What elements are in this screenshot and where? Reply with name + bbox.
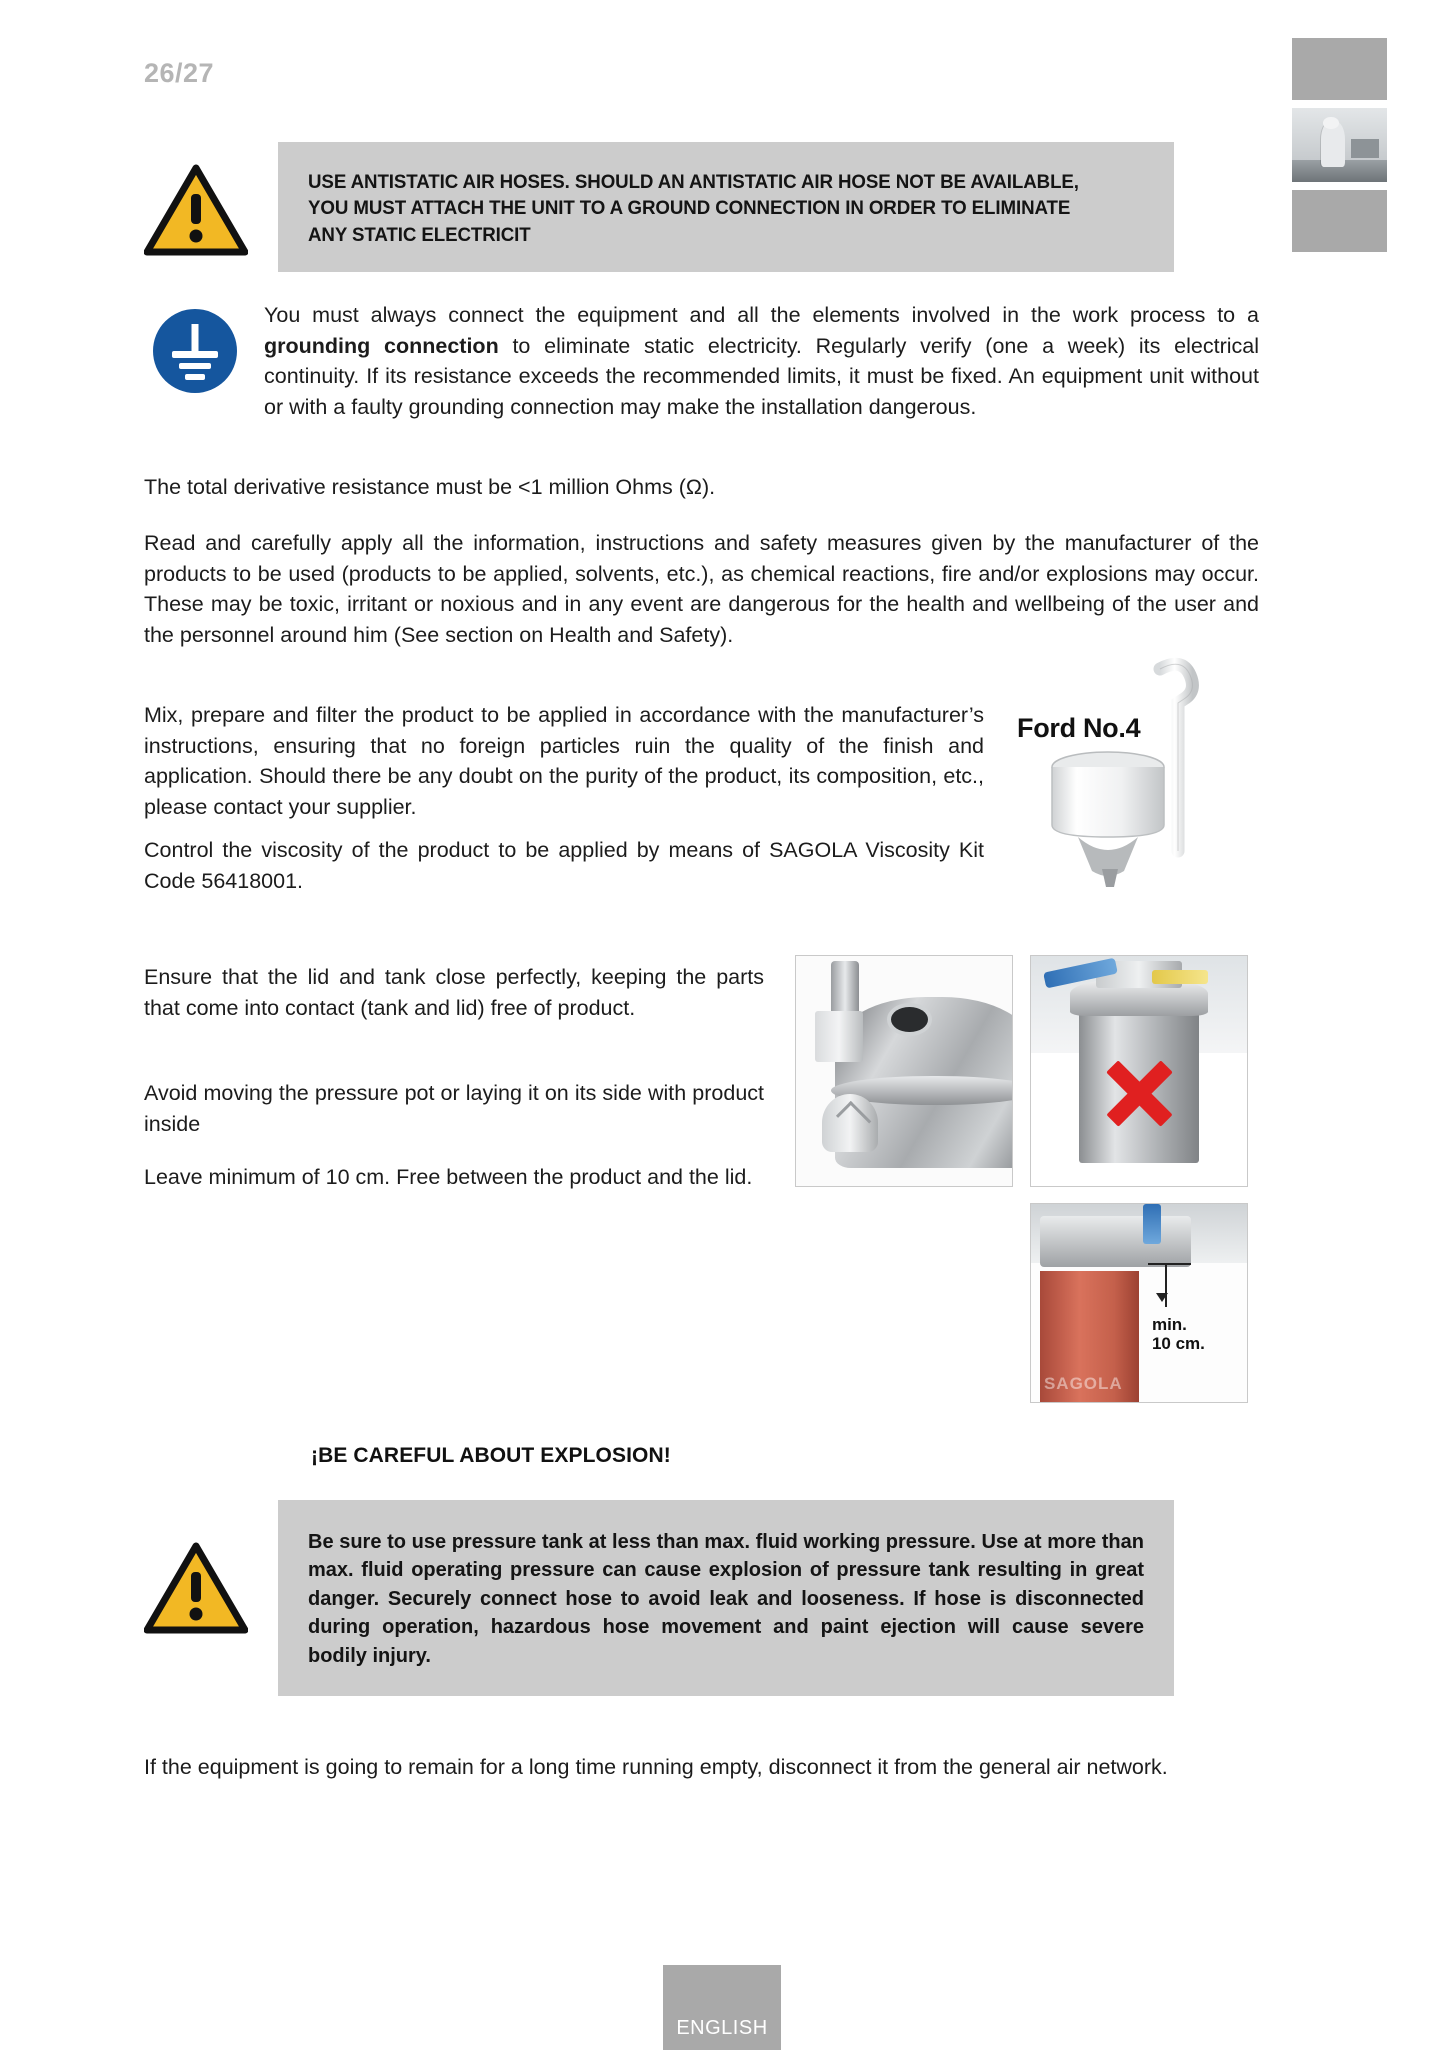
- top-warning-text: USE ANTISTATIC AIR HOSES. SHOULD AN ANTISTATIC AIR HOSE NOT BE AVAILABLE, YOU MUST ATTACH THE UNIT TO A GROUND CONNECTION IN ORDER TO ELIMINATE ANY STATIC ELECTRICIT: [308, 171, 1079, 246]
- paragraph-closing: If the equipment is going to remain for a long time running empty, disconnect it from the general air network.: [144, 1755, 1168, 1779]
- footer-language-label: ENGLISH: [676, 2017, 768, 2039]
- bottom-warning-text: Be sure to use pressure tank at less than max. fluid working pressure. Use at more than max. fluid operating pressure can cause explosion of pressure tank resulting in great danger. Securely connect hose to avoid leak and looseness. If hose is disconnected during operation, hazardous hose movement and paint ejection will cause severe bodily injury.: [308, 1531, 1144, 1667]
- prohibition-x-icon: [1093, 1048, 1185, 1140]
- photo1-fluid-port: [891, 1007, 928, 1032]
- grounding-block: [144, 300, 1259, 422]
- thumbnail-photo-worker: [1292, 108, 1387, 182]
- photo3-clearance-label: [1152, 1315, 1205, 1353]
- page-number: 26/27: [144, 58, 215, 88]
- thumbnail-block-top: [1292, 38, 1387, 100]
- photo3-lid-assembly: [1040, 1216, 1191, 1267]
- paragraph-mix-prepare: Mix, prepare and filter the product to be applied in accordance with the manufacturer’s instructions, ensuring that no foreign particles ruin the quality of the finish and application. Should there be any doubt on the purity of the product, its composition, etc., please contact your supplier.: [144, 703, 984, 819]
- clearance-label-line1: min.: [1151, 1314, 1187, 1334]
- warning-triangle-icon: [144, 1542, 248, 1634]
- thumbnail-block-bottom: [1292, 190, 1387, 252]
- top-warning-box: [278, 142, 1174, 272]
- thumbnail-equipment: [1351, 139, 1380, 158]
- grounding-text-part1: You must always connect the equipment and all the elements involved in the work process to a: [264, 303, 1259, 327]
- clearance-label-line2: 10 cm.: [1151, 1333, 1205, 1353]
- paragraph-ensure-lid: Ensure that the lid and tank close perfectly, keeping the parts that come into contact (tank and lid) free of product.: [144, 965, 764, 1020]
- pressure-pot-clearance-photo: [1030, 1203, 1248, 1403]
- bottom-warning-box: [278, 1500, 1174, 1696]
- photo3-dimension-arrow-icon: [1156, 1293, 1168, 1302]
- paragraph-leave-minimum: Leave minimum of 10 cm. Free between the product and the lid.: [144, 1165, 753, 1189]
- photo3-dimension-top-line: [1148, 1263, 1191, 1265]
- ground-connection-icon: [152, 308, 238, 394]
- grounding-bold-term: grounding connection: [264, 333, 499, 358]
- photo1-clamp: [815, 1011, 863, 1062]
- pressure-pot-tipped-prohibited-photo: [1030, 955, 1248, 1187]
- warning-triangle-icon: [144, 164, 248, 256]
- photo3-blue-hose: [1143, 1204, 1160, 1244]
- photo2-yellow-hose: [1152, 970, 1208, 984]
- paragraph-viscosity: Control the viscosity of the product to be applied by means of SAGOLA Viscosity Kit Code 56418001.: [144, 838, 984, 893]
- top-warning-block: [144, 142, 1174, 270]
- grounding-text-part2: to eliminate static electricity. Regularly verify (one a week) its electrical continuity. If its resistance exceeds the recommended limits, it must be fixed. An equipment unit without or with a faulty grounding connection may make the installation dangerous.: [264, 333, 1259, 419]
- ford-viscosity-cup-illustration: [1010, 655, 1260, 915]
- ford-cup-label: Ford No.4: [1017, 713, 1141, 743]
- explosion-warning-title: ¡BE CAREFUL ABOUT EXPLOSION!: [311, 1444, 671, 1467]
- paragraph-read-apply: Read and carefully apply all the information, instructions and safety measures given by the manufacturer of the products to be used (products to be applied, solvents, etc.), as chemical reactions, fire and/or explosions may occur. These may be toxic, irritant or noxious and in any event are dangerous for the health and wellbeing of the user and the personnel around him (See section on Health and Safety).: [144, 531, 1259, 647]
- grounding-paragraph: [264, 300, 1259, 422]
- footer-language-block: [663, 1965, 781, 2050]
- paragraph-avoid-moving: Avoid moving the pressure pot or laying it on its side with product inside: [144, 1081, 764, 1136]
- thumbnail-strip: [1292, 38, 1387, 252]
- thumbnail-person-head: [1323, 117, 1338, 129]
- paragraph-resistance: The total derivative resistance must be <1 million Ohms (Ω).: [144, 475, 716, 499]
- pressure-pot-lid-photo: [795, 955, 1013, 1187]
- photo3-watermark: SAGOLA: [1043, 1374, 1123, 1394]
